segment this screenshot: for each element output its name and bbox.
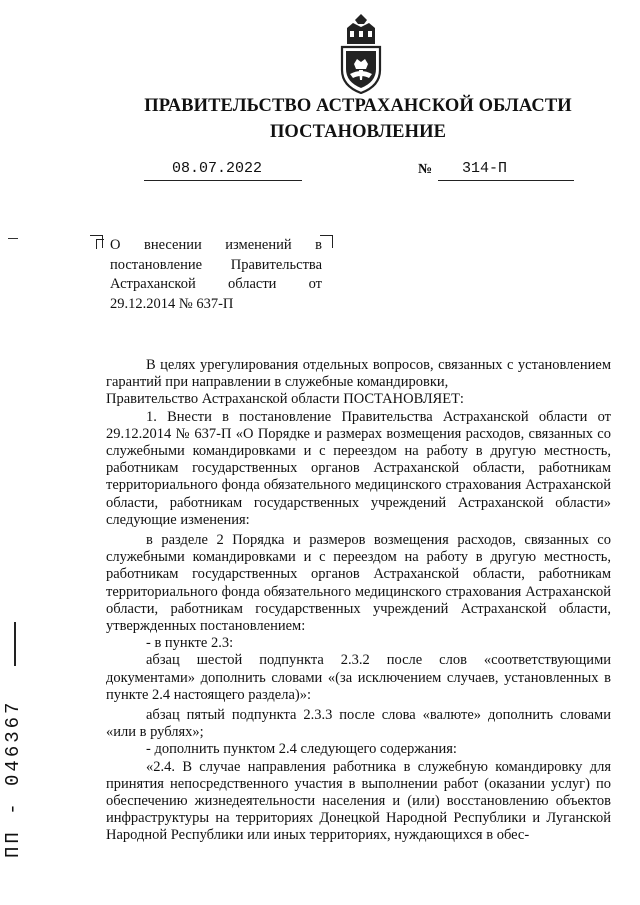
- document-type: ПОСТАНОВЛЕНИЕ: [269, 122, 447, 142]
- margin-bar: [14, 622, 16, 666]
- clause-1-paragraph: 1. Внести в постановление Правительства Астраханской области от 29.12.2014 № 637-П «О Порядке и размерах возмещения расходов, связанных со служебными командировками и с переездом на работу в другую местность, работникам государственных органов Астраханской области, работникам территориального фонда обязательного медицинского страхования Астраханской области, работникам государственных учреждений Астраханской области» следующие изменения:: [106, 408, 611, 528]
- section-2-paragraph: в разделе 2 Порядка и размеров возмещения расходов, связанных со служебными командировками и с переездом на работу в другую местность, работникам государственных органов Астраханской области, работникам территориального фонда обязательного медицинского страхования Астраханской области, работникам государственных учреждений Астраханской области, утвержденных постановлением:: [106, 532, 611, 635]
- document-date: 08.07.2022: [172, 160, 263, 177]
- margin-mark: [8, 238, 18, 239]
- organization-name: ПРАВИТЕЛЬСТВО АСТРАХАНСКОЙ ОБЛАСТИ: [144, 96, 572, 116]
- coat-of-arms-emblem: [333, 14, 389, 94]
- item-2-4-text-paragraph: «2.4. В случае направления работника в служебную командировку для принятия непосредственного участия в выполнении работ (оказании услуг) по обеспечению жизнедеятельности населения и (или) восстановлению объектов инфраструктуры на территориях Донецкой Народной Республики и Луганской Народной Республики или иных территориях, нуждающихся в обес-: [106, 758, 611, 844]
- subitem-2-3-3-paragraph: абзац пятый подпункта 2.3.3 после слова «валюте» дополнить словами «или в рублях»;: [106, 707, 611, 741]
- preamble-paragraph: В целях урегулирования отдельных вопросов, связанных с установлением гарантий при направлении в служебные командировки,: [106, 357, 611, 391]
- item-2-3-paragraph: - в пункте 2.3:: [146, 635, 234, 652]
- document-subject: О внесении изменений в постановление Правительства Астраханской области от 29.12.2014 № 637-П: [110, 237, 322, 312]
- resolution-statement: Правительство Астраханской области ПОСТАНОВЛЯЕТ:: [106, 391, 464, 408]
- document-body: [106, 357, 611, 845]
- subject-bracket-left-inner: [96, 239, 104, 249]
- date-underline: [144, 180, 302, 181]
- serial-number: ПП - 046367: [2, 699, 24, 858]
- document-number: 314-П: [462, 160, 508, 177]
- number-underline: [438, 180, 574, 181]
- subitem-2-3-2-paragraph: абзац шестой подпункта 2.3.2 после слов «соответствующими документами» дополнить словами «(за исключением случаев, установленных в пункте 2.4 настоящего раздела)»:: [106, 652, 611, 703]
- item-2-4-intro-paragraph: - дополнить пунктом 2.4 следующего содержания:: [146, 741, 457, 758]
- number-sign: №: [418, 162, 433, 177]
